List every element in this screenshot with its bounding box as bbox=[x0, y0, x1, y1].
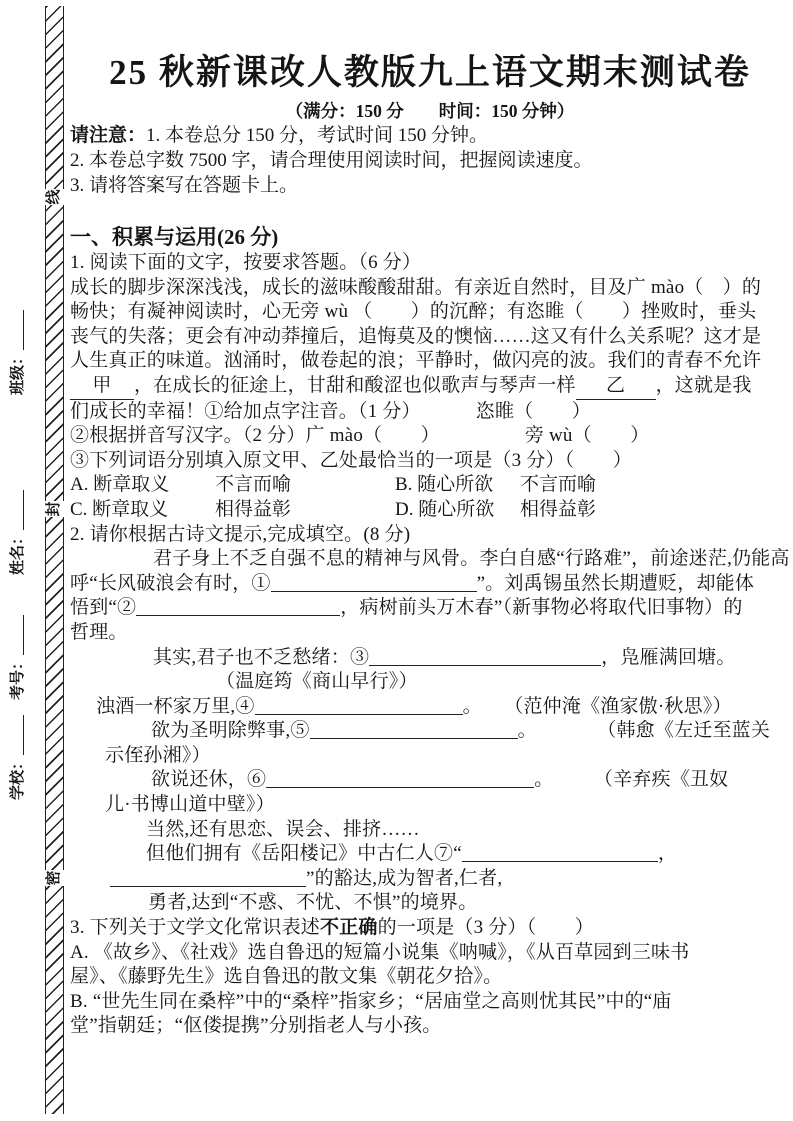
q1-sub3: ③下列词语分别填入原文甲、乙处最恰当的一项是（3 分）（ ） bbox=[70, 449, 632, 471]
q3-stem bbox=[70, 916, 790, 941]
option-b-word2: 不言而喻 bbox=[520, 474, 597, 496]
class-field-label bbox=[9, 299, 27, 395]
q1-p5-mid-text: ，在成长的征途上，甘甜和酸涩也似歌声与琴声一样 bbox=[134, 374, 576, 396]
q3-stem-emphasis: 不正确 bbox=[320, 917, 378, 939]
q1-sub1-text: 们成长的幸福！①给加点字注音。（1 分） bbox=[70, 400, 421, 422]
option-c-word2: 相得益彰 bbox=[215, 498, 292, 520]
q2-l2-post-text: ”。刘禹锡虽然长期遭贬，却能体 bbox=[476, 572, 755, 594]
q1-sub1-pinyin-item: 恣睢（ ） bbox=[475, 400, 591, 422]
q2-line-8 bbox=[70, 719, 790, 744]
q2-l7-period: 。 bbox=[462, 695, 482, 717]
notice-1-text: 1. 本卷总分 150 分，考试时间 150 分钟。 bbox=[146, 125, 489, 146]
answer-blank-7b bbox=[110, 870, 306, 887]
class-label-text: 班级： bbox=[10, 349, 26, 395]
name-field-label bbox=[9, 479, 27, 575]
notice-line-1 bbox=[70, 123, 790, 148]
q1-passage-line-6 bbox=[70, 400, 790, 425]
q2-line-4: 哲理。 bbox=[70, 621, 128, 643]
q2-line-12: 当然,还有思恋、误会、排挤…… bbox=[146, 818, 420, 840]
q3-option-b-line-2: 堂”指朝廷；“伛偻提携”分别指老人与小孩。 bbox=[70, 1015, 442, 1037]
school-label-text: 学校： bbox=[10, 754, 26, 800]
class-blank-line bbox=[10, 310, 24, 350]
q1-passage-line-5 bbox=[70, 374, 790, 400]
exam-number-label-text: 考号： bbox=[10, 654, 26, 700]
paper-title: 25 秋新课改人教版九上语文期末测试卷 bbox=[109, 53, 751, 92]
school-field-label bbox=[9, 704, 27, 800]
notice-line-3: 3. 请将答案写在答题卡上。 bbox=[70, 175, 299, 196]
q2-l13-text: 但他们拥有《岳阳楼记》中古仁人⑦“ bbox=[146, 843, 462, 865]
name-label-text: 姓名： bbox=[10, 529, 26, 575]
q1-passage-line-2: 畅快；有凝神阅读时，心无旁 wù （ ）的沉醉；有恣睢（ ）挫败时，垂头 bbox=[70, 301, 757, 323]
q2-source-fanzhongyan: （范仲淹《渔家傲·秋思》） bbox=[513, 695, 732, 717]
q1-options-row-1 bbox=[70, 473, 790, 498]
q2-line-7 bbox=[70, 695, 790, 720]
q2-l7-text: 浊酒一杯家万里,④ bbox=[96, 695, 255, 717]
q2-line-11: 儿·书博山道中壁》） bbox=[105, 794, 275, 816]
q2-line-1: 君子身上不乏自强不息的精神与风骨。李白自感“行路难”，前途迷茫,仍能高 bbox=[153, 548, 790, 570]
q2-l2-text: 呼“长风破浪会有时，① bbox=[70, 572, 271, 594]
option-d-word1: D. 随心所欲 bbox=[395, 498, 495, 520]
answer-blank-7a bbox=[462, 845, 658, 862]
school-blank-line bbox=[10, 715, 24, 755]
q3-option-a-line-2: 屋》、《藤野先生》选自鲁迅的散文集《朝花夕拾》。 bbox=[70, 966, 503, 988]
q2-l10-text: 欲说还休，⑥ bbox=[151, 769, 267, 791]
seal-char-feng: 封 bbox=[46, 501, 62, 517]
q2-line-10 bbox=[70, 768, 790, 793]
q1-sub2-text: ②根据拼音写汉字。（2 分）广 mào（ ） bbox=[70, 425, 440, 447]
option-d-word2: 相得益彰 bbox=[520, 498, 597, 520]
notice-line-2: 2. 本卷总字数 7500 字，请合理使用阅读时间，把握阅读速度。 bbox=[70, 150, 593, 171]
paper-subtitle: （满分：150 分 时间：150 分钟） bbox=[285, 101, 575, 121]
q3-stem-end-text: 的一项是（3 分）（ ） bbox=[377, 917, 594, 939]
q1-p5-end-text: ，这就是我 bbox=[655, 374, 752, 396]
q2-line-5 bbox=[70, 646, 790, 671]
answer-blank-5 bbox=[310, 722, 518, 739]
q1-passage-line-1: 成长的脚步深深浅浅，成长的滋味酸酸甜甜。有亲近自然时，目及广 mào（ ）的 bbox=[70, 276, 762, 298]
q1-passage-line-4: 人生真正的味道。汹涌时，做卷起的浪；平静时，做闪亮的波。我们的青春不允许 bbox=[70, 350, 762, 372]
seal-char-mi: 密 bbox=[46, 870, 62, 886]
q3-stem-text: 3. 下列关于文学文化常识表述 bbox=[70, 917, 321, 939]
q2-l13-comma: ， bbox=[657, 843, 678, 865]
q3-option-b-line-1: B. “世先生同在桑梓”中的“桑梓”指家乡；“居庙堂之高则忧其民”中的“庙 bbox=[70, 990, 672, 1012]
answer-blank-4 bbox=[255, 698, 463, 715]
q2-source-xinqiji: （辛弃疾《丑奴 bbox=[603, 769, 729, 791]
option-a-word1: A. 断章取义 bbox=[70, 474, 170, 496]
exam-number-field-label bbox=[9, 604, 27, 700]
answer-blank-2 bbox=[136, 599, 340, 616]
q2-l8-text: 欲为圣明除弊事,⑤ bbox=[151, 720, 310, 742]
q1-sub2 bbox=[70, 424, 790, 449]
q2-l3-text: 悟到“② bbox=[70, 597, 137, 619]
q1-options-row-2 bbox=[70, 498, 790, 523]
q2-line-2 bbox=[70, 572, 790, 597]
answer-blank-1 bbox=[271, 575, 477, 592]
q2-source-hanyu: （韩愈《左迁至蓝关 bbox=[606, 720, 771, 742]
seal-char-xian: 线 bbox=[46, 189, 62, 205]
q2-l3-post-text: ，病树前头万木春”（新事物必将取代旧事物）的 bbox=[340, 597, 743, 619]
q2-line-3 bbox=[70, 596, 790, 621]
q2-l5-text: 其实,君子也不乏愁绪：③ bbox=[153, 646, 370, 668]
q1-intro: 1. 阅读下面的文字，按要求答题。（6 分） bbox=[70, 252, 422, 273]
q2-line-15: 勇者,达到“不惑、不忧、不惧”的境界。 bbox=[148, 892, 478, 914]
answer-blank-3 bbox=[369, 649, 601, 666]
blank-yi: 乙 bbox=[576, 374, 656, 400]
seal-binding-line bbox=[45, 6, 64, 1114]
notice-label: 请注意： bbox=[70, 125, 147, 146]
q2-line-13 bbox=[70, 842, 790, 867]
exam-number-blank-line bbox=[10, 615, 24, 655]
q2-line-9: 示侄孙湘》） bbox=[105, 744, 211, 766]
option-b-word1: B. 随心所欲 bbox=[395, 474, 494, 496]
q2-l5-post-text: ，凫雁满回塘。 bbox=[601, 646, 736, 668]
q1-sub2-pinyin-item: 旁 wù（ ） bbox=[524, 425, 650, 447]
name-blank-line bbox=[10, 490, 24, 530]
q2-intro: 2. 请你根据古诗文提示,完成填空。(8 分) bbox=[70, 523, 411, 545]
option-c-word1: C. 断章取义 bbox=[70, 498, 169, 520]
blank-jia: 甲 bbox=[70, 374, 134, 400]
q1-passage-line-3: 丧气的失落；更会有冲动莽撞后，追悔莫及的懊恼……这又有什么关系呢？这才是 bbox=[70, 325, 762, 347]
q2-l14-text: ”的豁达,成为智者,仁者, bbox=[306, 867, 503, 889]
answer-blank-6 bbox=[266, 771, 534, 788]
q2-l8-period: 。 bbox=[517, 720, 537, 742]
q2-line-14 bbox=[70, 867, 790, 892]
q2-source-wenting: （温庭筠《商山早行》） bbox=[216, 671, 418, 693]
q2-l10-period: 。 bbox=[534, 769, 554, 791]
option-a-word2: 不言而喻 bbox=[215, 474, 292, 496]
paper-body bbox=[70, 0, 790, 1039]
section-1-heading: 一、积累与运用(26 分) bbox=[70, 225, 279, 249]
q3-option-a-line-1: A. 《故乡》、《社戏》选自鲁迅的短篇小说集《呐喊》，《从百草园到三味书 bbox=[70, 941, 690, 963]
